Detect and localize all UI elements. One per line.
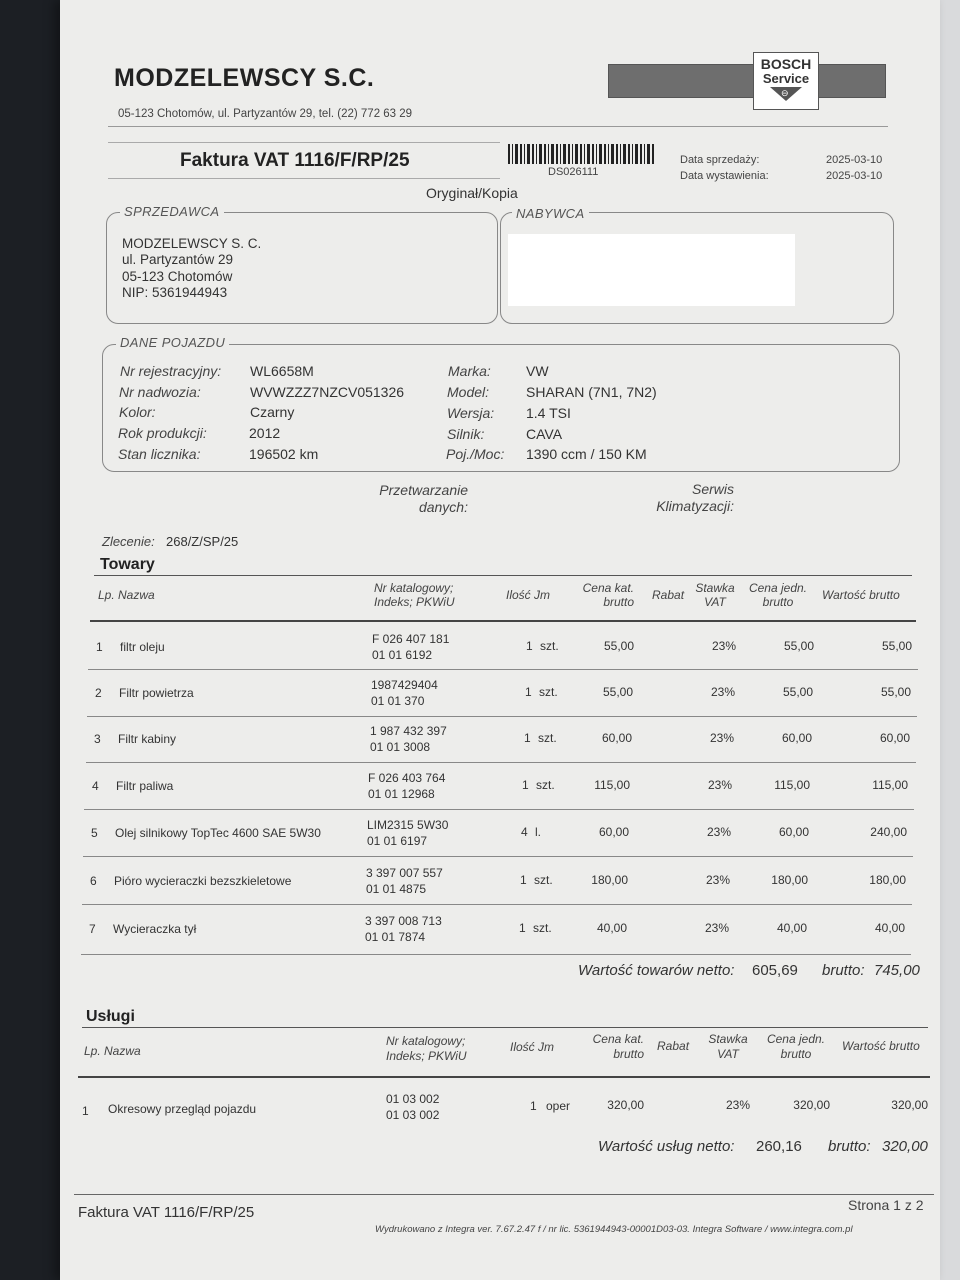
goods-row-4-unit: 115,00: [774, 778, 810, 792]
services-col-qty: Ilość Jm: [510, 1040, 555, 1054]
goods-row-2-cat: 1987429404: [371, 678, 438, 692]
goods-col-price-2: brutto: [603, 595, 634, 609]
goods-row-3-vat: 23%: [709, 731, 734, 745]
service-value: 320,00: [891, 1098, 928, 1112]
goods-row-4-name: Filtr paliwa: [116, 779, 174, 793]
goods-row-1-unit: 55,00: [783, 639, 814, 653]
goods-col-unit-2: brutto: [762, 595, 794, 609]
goods-row-7-unit: 40,00: [776, 921, 807, 935]
goods-sum-net-label: Wartość towarów netto:: [578, 962, 735, 979]
goods-col-vat-2: VAT: [704, 595, 726, 609]
goods-row-6-idx: 01 01 4875: [366, 882, 427, 896]
goods-row-2-vat: 23%: [710, 685, 735, 699]
services-col-cat-2: Indeks; PKWiU: [386, 1049, 467, 1063]
color-value: Czarny: [250, 404, 295, 420]
goods-col-discount: Rabat: [652, 588, 685, 602]
reg-label: Nr rejestracyjny:: [120, 363, 222, 379]
goods-row-1-name: filtr oleju: [120, 640, 165, 654]
goods-row-3-value: 60,00: [879, 731, 910, 745]
goods-header-line: [90, 620, 916, 622]
goods-row-5-cat: LIM2315 5W30: [367, 818, 449, 832]
goods-row-7-name: Wycieraczka tył: [113, 922, 197, 936]
company-name: MODZELEWSCY S.C.: [114, 64, 375, 92]
goods-row-7-value: 40,00: [874, 921, 905, 935]
goods-sum-gross: 745,00: [874, 962, 920, 979]
page-number: Strona 1 z 2: [848, 1197, 924, 1213]
seller-nip: NIP: 5361944943: [122, 285, 228, 300]
services-col-cat-1: Nr katalogowy;: [386, 1034, 466, 1048]
goods-top-line: [94, 575, 912, 576]
goods-row-3-name: Filtr kabiny: [118, 732, 177, 746]
vehicle-label: DANE POJAZDU: [116, 335, 229, 350]
goods-row-divider: [82, 904, 912, 905]
goods-col-cat-1: Nr katalogowy;: [374, 581, 454, 595]
goods-row-7-idx: 01 01 7874: [365, 930, 426, 944]
title-bottom-line: [108, 178, 500, 179]
services-col-lp-name: Lp. Nazwa: [84, 1044, 141, 1058]
logo-bar: [608, 64, 886, 98]
goods-row-4-lp: 4: [92, 779, 99, 793]
issue-date-label: Data wystawienia:: [680, 170, 769, 182]
barcode: [508, 144, 656, 164]
goods-row-6-jm: szt.: [534, 873, 553, 887]
seller-box: [106, 212, 498, 324]
odometer-label: Stan licznika:: [118, 446, 201, 462]
services-col-price-1: Cena kat.: [592, 1032, 644, 1046]
goods-row-1-cat: F 026 407 181: [372, 632, 450, 646]
seller-name: MODZELEWSCY S. C.: [122, 236, 262, 251]
goods-sum-gross-label: brutto:: [822, 962, 865, 979]
goods-col-unit-1: Cena jedn.: [748, 581, 808, 595]
goods-row-4-vat: 23%: [707, 778, 732, 792]
goods-row-6-cat: 3 397 007 557: [366, 866, 443, 880]
goods-row-6-price: 180,00: [591, 873, 628, 887]
goods-row-6-qty: 1: [520, 873, 527, 887]
year-label: Rok produkcji:: [118, 425, 207, 441]
goods-row-7-qty: 1: [519, 921, 526, 935]
goods-row-5-qty: 4: [521, 825, 528, 839]
goods-row-4-price: 115,00: [594, 778, 630, 792]
footer-title: Faktura VAT 1116/F/RP/25: [78, 1204, 255, 1221]
services-sum-gross-label: brutto:: [828, 1138, 871, 1155]
goods-row-4-jm: szt.: [536, 778, 555, 792]
goods-col-vat-1: Stawka: [695, 581, 735, 595]
goods-col-price-1: Cena kat.: [582, 581, 634, 595]
goods-row-1-price: 55,00: [603, 639, 634, 653]
sale-date: 2025-03-10: [826, 154, 883, 166]
goods-row-2-price: 55,00: [602, 685, 633, 699]
goods-row-7-cat: 3 397 008 713: [365, 914, 442, 928]
sale-date-label: Data sprzedaży:: [680, 154, 760, 166]
services-col-value: Wartość brutto: [842, 1039, 920, 1053]
services-top-line: [82, 1027, 928, 1028]
goods-row-7-lp: 7: [89, 922, 96, 936]
vin-label: Nr nadwozia:: [119, 384, 201, 400]
goods-row-6-lp: 6: [90, 874, 97, 888]
company-address: 05-123 Chotomów, ul. Partyzantów 29, tel. (22) 772 63 29: [118, 108, 413, 120]
goods-row-5-unit: 60,00: [778, 825, 809, 839]
seller-street: ul. Partyzantów 29: [122, 252, 234, 267]
goods-row-3-jm: szt.: [538, 731, 557, 745]
goods-row-5-name: Olej silnikowy TopTec 4600 SAE 5W30: [115, 826, 321, 840]
goods-sum-net: 605,69: [752, 962, 798, 979]
capacity-value: 1390 ccm / 150 KM: [526, 446, 647, 462]
goods-col-value: Wartość brutto: [822, 588, 900, 602]
goods-row-4-idx: 01 01 12968: [368, 787, 435, 801]
goods-row-divider: [86, 762, 916, 763]
year-value: 2012: [249, 425, 281, 441]
invoice-title: Faktura VAT 1116/F/RP/25: [180, 150, 410, 171]
issue-date: 2025-03-10: [826, 170, 883, 182]
goods-row-5-lp: 5: [91, 826, 98, 840]
service-unit: 320,00: [793, 1098, 830, 1112]
goods-row-4-value: 115,00: [872, 778, 908, 792]
bosch-service-logo: [753, 52, 819, 110]
processing-label-2: danych:: [418, 499, 468, 515]
goods-row-5-jm: l.: [535, 825, 541, 839]
goods-row-1-vat: 23%: [711, 639, 736, 653]
goods-row-divider: [81, 954, 911, 955]
capacity-label: Poj./Moc:: [446, 446, 505, 462]
goods-row-5-price: 60,00: [598, 825, 629, 839]
goods-row-1-lp: 1: [96, 640, 103, 654]
goods-row-6-value: 180,00: [869, 873, 906, 887]
goods-row-7-price: 40,00: [596, 921, 627, 935]
goods-row-2-name: Filtr powietrza: [119, 686, 194, 700]
goods-col-qty: Ilość Jm: [506, 588, 551, 602]
goods-row-3-qty: 1: [524, 731, 531, 745]
reg-value: WL6658M: [250, 363, 314, 379]
ac-service-label-2: Klimatyzacji:: [656, 498, 734, 514]
footer-line: [74, 1194, 934, 1195]
make-label: Marka:: [448, 363, 491, 379]
goods-row-1-value: 55,00: [881, 639, 912, 653]
services-sum-net-label: Wartość usług netto:: [598, 1138, 735, 1155]
goods-row-3-idx: 01 01 3008: [370, 740, 431, 754]
service-cat: 01 03 002: [386, 1092, 440, 1106]
service-price: 320,00: [607, 1098, 644, 1112]
goods-row-5-idx: 01 01 6197: [367, 834, 428, 848]
engine-value: CAVA: [526, 426, 563, 442]
goods-col-cat-2: Indeks; PKWiU: [374, 595, 455, 609]
goods-row-7-jm: szt.: [533, 921, 552, 935]
goods-row-4-qty: 1: [522, 778, 529, 792]
goods-col-lp-name: Lp. Nazwa: [98, 588, 155, 602]
goods-row-6-unit: 180,00: [771, 873, 808, 887]
goods-row-6-name: Pióro wycieraczki bezszkieletowe: [114, 874, 292, 888]
model-label: Model:: [447, 384, 490, 400]
logo-text-service: Service: [762, 71, 810, 86]
goods-row-divider: [88, 669, 918, 670]
service-vat: 23%: [725, 1098, 750, 1112]
goods-row-2-qty: 1: [525, 685, 532, 699]
services-sum-net: 260,16: [756, 1138, 802, 1155]
goods-row-6-vat: 23%: [705, 873, 730, 887]
order-label: Zlecenie:: [102, 534, 155, 549]
goods-row-5-value: 240,00: [870, 825, 907, 839]
services-sum-gross: 320,00: [882, 1138, 928, 1155]
services-col-price-2: brutto: [613, 1047, 644, 1061]
services-header-line: [78, 1076, 930, 1078]
services-col-unit-1: Cena jedn.: [766, 1032, 826, 1046]
goods-row-1-idx: 01 01 6192: [372, 648, 433, 662]
goods-row-divider: [84, 809, 914, 810]
service-name: Okresowy przegląd pojazdu: [108, 1102, 257, 1116]
services-col-discount: Rabat: [657, 1039, 690, 1053]
service-idx: 01 03 002: [386, 1108, 440, 1122]
goods-row-2-jm: szt.: [539, 685, 558, 699]
buyer-redacted-area: [508, 234, 795, 306]
goods-row-2-unit: 55,00: [782, 685, 813, 699]
seller-city: 05-123 Chotomów: [122, 269, 233, 284]
barcode-number: DS026111: [548, 166, 599, 178]
services-col-vat-1: Stawka: [708, 1032, 748, 1046]
goods-row-2-lp: 2: [95, 686, 102, 700]
goods-row-divider: [83, 856, 913, 857]
goods-row-1-jm: szt.: [540, 639, 559, 653]
goods-row-3-lp: 3: [94, 732, 101, 746]
version-value: 1.4 TSI: [526, 405, 571, 421]
goods-row-5-vat: 23%: [706, 825, 731, 839]
vin-value: WVWZZZ7NZCV051326: [250, 384, 405, 400]
service-jm: oper: [546, 1099, 571, 1113]
goods-row-2-value: 55,00: [880, 685, 911, 699]
goods-row-divider: [87, 716, 917, 717]
header-divider: [108, 126, 888, 127]
order-number: 268/Z/SP/25: [166, 534, 239, 549]
odometer-value: 196502 km: [249, 446, 319, 462]
goods-row-3-price: 60,00: [601, 731, 632, 745]
model-value: SHARAN (7N1, 7N2): [526, 384, 657, 400]
service-lp: 1: [82, 1104, 89, 1118]
services-col-vat-2: VAT: [717, 1047, 739, 1061]
seller-label: SPRZEDAWCA: [120, 204, 224, 219]
logo-text-bosch: BOSCH: [760, 56, 812, 72]
bosch-arrow-icon: ⊖: [770, 87, 802, 101]
make-value: VW: [526, 363, 549, 379]
engine-label: Silnik:: [447, 426, 485, 442]
processing-label-1: Przetwarzanie: [379, 482, 468, 498]
printed-by-note: Wydrukowano z Integra ver. 7.67.2.47 f / nr lic. 5361944943-00001D03-03. Integra Software / www.integra.com.pl: [375, 1224, 853, 1235]
goods-row-7-vat: 23%: [704, 921, 729, 935]
title-top-line: [108, 142, 500, 143]
service-qty: 1: [530, 1099, 537, 1113]
goods-title: Towary: [100, 556, 155, 573]
version-label: Wersja:: [447, 405, 495, 421]
services-col-unit-2: brutto: [780, 1047, 812, 1061]
color-label: Kolor:: [119, 404, 156, 420]
goods-row-3-unit: 60,00: [781, 731, 812, 745]
goods-row-4-cat: F 026 403 764: [368, 771, 446, 785]
goods-row-2-idx: 01 01 370: [371, 694, 425, 708]
services-title: Usługi: [86, 1008, 135, 1025]
copy-label: Oryginał/Kopia: [426, 185, 518, 201]
goods-row-3-cat: 1 987 432 397: [370, 724, 447, 738]
goods-row-1-qty: 1: [526, 639, 533, 653]
invoice-page: [60, 0, 940, 1280]
buyer-label: NABYWCA: [512, 206, 589, 221]
ac-service-label-1: Serwis: [691, 481, 734, 497]
